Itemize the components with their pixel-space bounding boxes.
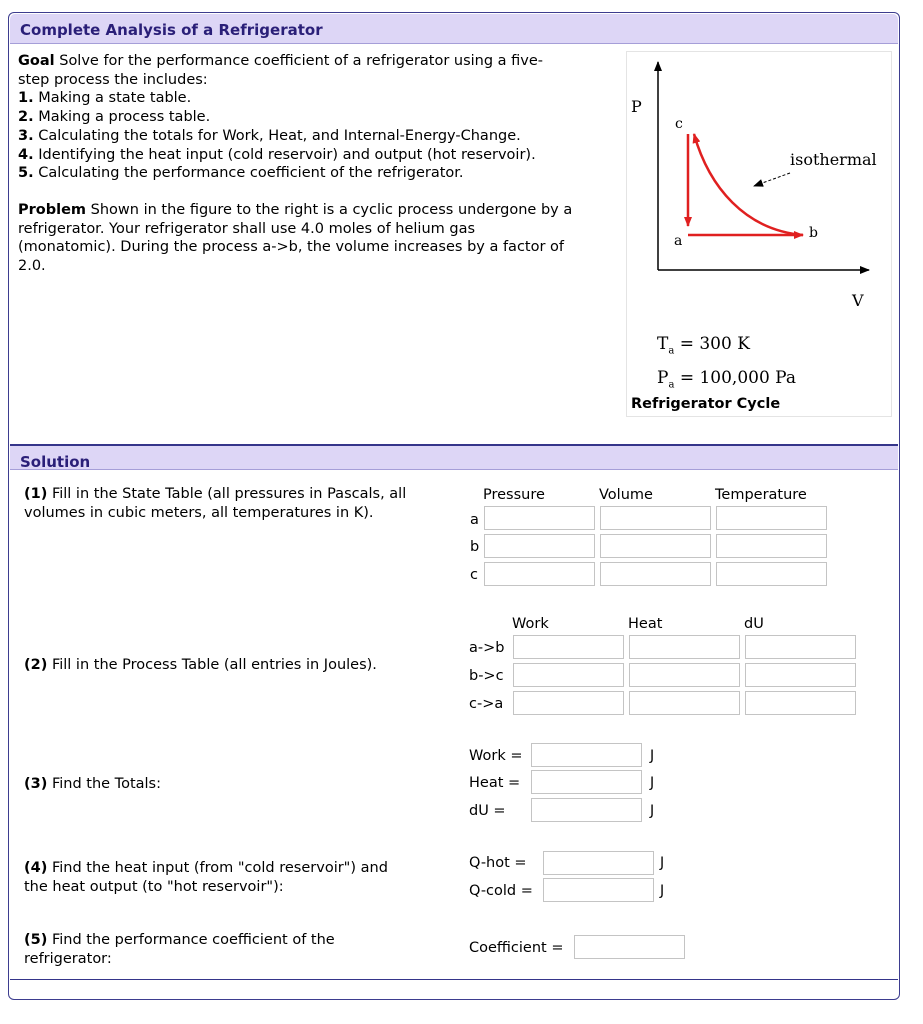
point-b-label: b <box>809 225 818 241</box>
step4-text <box>24 859 388 896</box>
problem-text-3: (monatomic). During the process a->b, the volume increases by a factor of <box>18 239 565 256</box>
process-ca-heat-input[interactable] <box>629 691 740 715</box>
step-text: Fill in the State Table (all pressures in Pascals, all <box>47 486 407 502</box>
step-text: Fill in the Process Table (all entries in Joules). <box>47 657 377 673</box>
pa-subscript: a <box>668 379 675 391</box>
isothermal-label: isothermal <box>790 150 877 169</box>
step1-text <box>24 485 406 522</box>
total-heat-label: Heat = <box>469 775 521 791</box>
step-text: Find the Totals: <box>47 776 161 792</box>
state-c-temperature-input[interactable] <box>716 562 827 586</box>
q-hot-unit: J <box>660 855 665 871</box>
state-b-volume-input[interactable] <box>600 534 711 558</box>
pa-text: = 100,000 Pa <box>679 368 796 388</box>
problem-text-4: 2.0. <box>18 258 46 275</box>
process-row-ab: a->b <box>469 640 505 656</box>
step-text: volumes in cubic meters, all temperatures in K). <box>24 504 374 521</box>
process-bc-work-input[interactable] <box>513 663 624 687</box>
ta-text: = 300 K <box>679 334 750 354</box>
problem-section <box>18 201 572 276</box>
process-b-c <box>694 134 803 235</box>
total-du-input[interactable] <box>531 798 642 822</box>
figure-caption: Refrigerator Cycle <box>631 396 781 412</box>
total-heat-input[interactable] <box>531 770 642 794</box>
y-axis-label: P <box>631 97 642 116</box>
step5-text <box>24 931 335 968</box>
process-ab-heat-input[interactable] <box>629 635 740 659</box>
step-text: Making a state table. <box>33 90 192 107</box>
process-bc-du-input[interactable] <box>745 663 856 687</box>
step-number: (5) <box>24 932 48 948</box>
state-b-temperature-input[interactable] <box>716 534 827 558</box>
step-text: Identifying the heat input (cold reservoir) and output (hot reservoir). <box>33 146 536 163</box>
point-a-label: a <box>674 233 683 249</box>
state-row-b: b <box>470 539 480 555</box>
process-col-du: dU <box>744 616 764 632</box>
q-hot-label: Q-hot = <box>469 855 527 871</box>
state-a-pressure-input[interactable] <box>484 506 595 530</box>
total-work-unit: J <box>650 748 655 764</box>
pa-value <box>657 368 796 390</box>
step-number: (1) <box>24 486 48 502</box>
step-text: refrigerator: <box>24 950 112 967</box>
state-b-pressure-input[interactable] <box>484 534 595 558</box>
goal-section <box>18 52 543 183</box>
process-bc-heat-input[interactable] <box>629 663 740 687</box>
goal-label: Goal <box>18 53 55 69</box>
step-number: 2. <box>18 109 34 126</box>
state-a-volume-input[interactable] <box>600 506 711 530</box>
step3-text <box>24 775 161 794</box>
step-text: Find the performance coefficient of the <box>47 932 335 948</box>
process-ca-du-input[interactable] <box>745 691 856 715</box>
total-work-input[interactable] <box>531 743 642 767</box>
step-number: 1. <box>18 90 34 107</box>
state-row-c: c <box>470 567 478 583</box>
x-axis-label: V <box>852 291 864 310</box>
ta-symbol: T <box>657 334 669 354</box>
process-col-work: Work <box>512 616 549 632</box>
goal-text-1: Solve for the performance coefficient of a refrigerator using a five- <box>54 53 544 69</box>
state-c-volume-input[interactable] <box>600 562 711 586</box>
state-col-temperature: Temperature <box>715 487 807 503</box>
q-hot-input[interactable] <box>543 851 654 875</box>
bottom-divider <box>10 979 898 980</box>
step-text: Calculating the performance coefficient of the refrigerator. <box>33 165 464 182</box>
step-number: (2) <box>24 657 48 673</box>
state-col-volume: Volume <box>599 487 653 503</box>
total-work-label: Work = <box>469 748 523 764</box>
ta-subscript: a <box>668 345 675 357</box>
step-number: (4) <box>24 860 48 876</box>
goal-text-2: step process the includes: <box>18 71 208 88</box>
q-cold-unit: J <box>660 883 665 899</box>
state-a-temperature-input[interactable] <box>716 506 827 530</box>
process-ab-du-input[interactable] <box>745 635 856 659</box>
coefficient-input[interactable] <box>574 935 685 959</box>
solution-header: Solution <box>10 444 898 470</box>
point-c-label: c <box>675 116 683 132</box>
coefficient-label: Coefficient = <box>469 940 564 956</box>
problem-label: Problem <box>18 202 87 218</box>
pa-symbol: P <box>657 368 669 388</box>
total-du-unit: J <box>650 803 655 819</box>
page-title: Complete Analysis of a Refrigerator <box>10 14 898 44</box>
isothermal-pointer <box>754 173 790 186</box>
process-row-ca: c->a <box>469 696 504 712</box>
process-ab-work-input[interactable] <box>513 635 624 659</box>
total-heat-unit: J <box>650 775 655 791</box>
process-row-bc: b->c <box>469 668 504 684</box>
pv-diagram <box>627 52 891 416</box>
q-cold-input[interactable] <box>543 878 654 902</box>
process-col-heat: Heat <box>628 616 663 632</box>
pv-diagram-figure <box>626 51 892 417</box>
step-text: the heat output (to "hot reservoir"): <box>24 878 284 895</box>
q-cold-label: Q-cold = <box>469 883 533 899</box>
state-row-a: a <box>470 512 479 528</box>
step-number: 4. <box>18 146 34 163</box>
ta-value <box>657 334 750 356</box>
step-number: (3) <box>24 776 48 792</box>
step2-text <box>24 656 377 675</box>
step-number: 3. <box>18 127 34 144</box>
step-text: Calculating the totals for Work, Heat, and Internal-Energy-Change. <box>33 127 521 144</box>
step-number: 5. <box>18 165 34 182</box>
problem-text-2: refrigerator. Your refrigerator shall use 4.0 moles of helium gas <box>18 220 476 237</box>
step-text: Find the heat input (from "cold reservoir") and <box>47 860 388 876</box>
state-col-pressure: Pressure <box>483 487 545 503</box>
state-c-pressure-input[interactable] <box>484 562 595 586</box>
process-ca-work-input[interactable] <box>513 691 624 715</box>
total-du-label: dU = <box>469 803 506 819</box>
step-text: Making a process table. <box>33 109 211 126</box>
problem-text-1: Shown in the figure to the right is a cyclic process undergone by a <box>86 202 573 218</box>
